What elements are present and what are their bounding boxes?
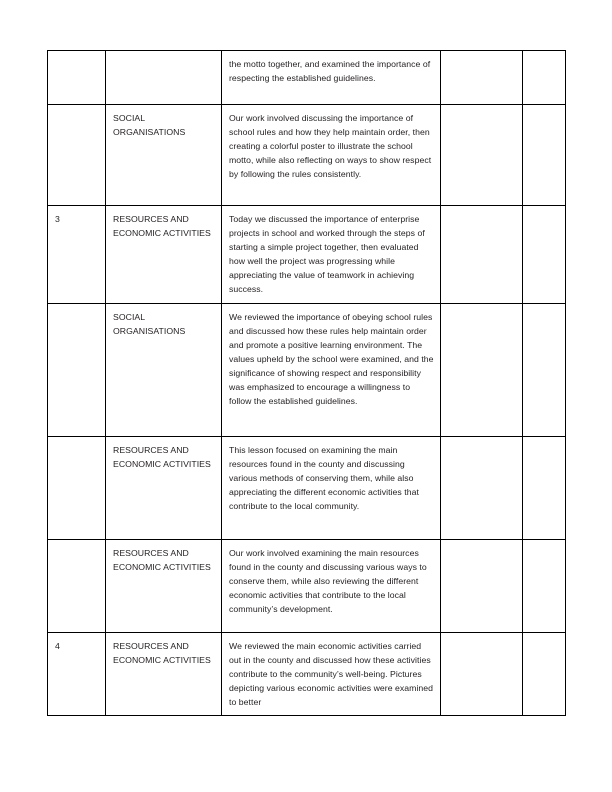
cell-week-number bbox=[48, 105, 106, 206]
cell-blank-b bbox=[523, 539, 566, 632]
lesson-record-table bbox=[47, 50, 566, 716]
cell-strand: RESOURCES AND ECONOMIC ACTIVITIES bbox=[106, 539, 222, 632]
cell-blank-b bbox=[523, 303, 566, 436]
cell-reflection: This lesson focused on examining the main resources found in the county and discussing various methods of conserving them, while also appreciating the different economic activities that contribute to the local community. bbox=[222, 436, 441, 539]
cell-blank-b bbox=[523, 105, 566, 206]
cell-blank-b bbox=[523, 632, 566, 715]
cell-blank-a bbox=[441, 632, 523, 715]
cell-reflection: We reviewed the main economic activities carried out in the county and discussed how these activities contribute to the community’s well-being. Pictures depicting various economic activities were examined to better bbox=[222, 632, 441, 715]
cell-strand: SOCIAL ORGANISATIONS bbox=[106, 303, 222, 436]
cell-reflection: We reviewed the importance of obeying school rules and discussed how these rules help maintain order and promote a positive learning environment. The values upheld by the school were examined, and the significance of showing respect and responsibility was emphasized to encourage a willingness to follow the established guidelines. bbox=[222, 303, 441, 436]
cell-strand bbox=[106, 51, 222, 105]
cell-blank-a bbox=[441, 539, 523, 632]
table-row bbox=[48, 206, 566, 304]
cell-blank-b bbox=[523, 51, 566, 105]
cell-strand: SOCIAL ORGANISATIONS bbox=[106, 105, 222, 206]
lesson-record-table-wrapper bbox=[47, 50, 565, 716]
table-row bbox=[48, 539, 566, 632]
cell-strand: RESOURCES AND ECONOMIC ACTIVITIES bbox=[106, 436, 222, 539]
cell-blank-a bbox=[441, 51, 523, 105]
table-row bbox=[48, 436, 566, 539]
cell-blank-b bbox=[523, 436, 566, 539]
table-row bbox=[48, 105, 566, 206]
cell-blank-a bbox=[441, 206, 523, 304]
cell-week-number bbox=[48, 51, 106, 105]
table-row bbox=[48, 303, 566, 436]
cell-week-number bbox=[48, 303, 106, 436]
cell-reflection: Our work involved discussing the importance of school rules and how they help maintain order, then creating a colorful poster to illustrate the school motto, while also reflecting on ways to show respect by following the rules consistently. bbox=[222, 105, 441, 206]
table-row bbox=[48, 632, 566, 715]
table-body bbox=[48, 51, 566, 716]
cell-reflection: Our work involved examining the main resources found in the county and discussing various ways to conserve them, while also reviewing the different economic activities that contribute to the local community’s development. bbox=[222, 539, 441, 632]
cell-week-number bbox=[48, 436, 106, 539]
cell-week-number: 3 bbox=[48, 206, 106, 304]
cell-strand: RESOURCES AND ECONOMIC ACTIVITIES bbox=[106, 632, 222, 715]
cell-reflection: the motto together, and examined the importance of respecting the established guidelines. bbox=[222, 51, 441, 105]
cell-blank-a bbox=[441, 303, 523, 436]
cell-blank-a bbox=[441, 105, 523, 206]
table-row bbox=[48, 51, 566, 105]
cell-week-number: 4 bbox=[48, 632, 106, 715]
cell-blank-b bbox=[523, 206, 566, 304]
cell-week-number bbox=[48, 539, 106, 632]
cell-blank-a bbox=[441, 436, 523, 539]
cell-strand: RESOURCES AND ECONOMIC ACTIVITIES bbox=[106, 206, 222, 304]
cell-reflection: Today we discussed the importance of enterprise projects in school and worked through the steps of starting a simple project together, then evaluated how well the project was progressing while appreciating the value of teamwork in achieving success. bbox=[222, 206, 441, 304]
